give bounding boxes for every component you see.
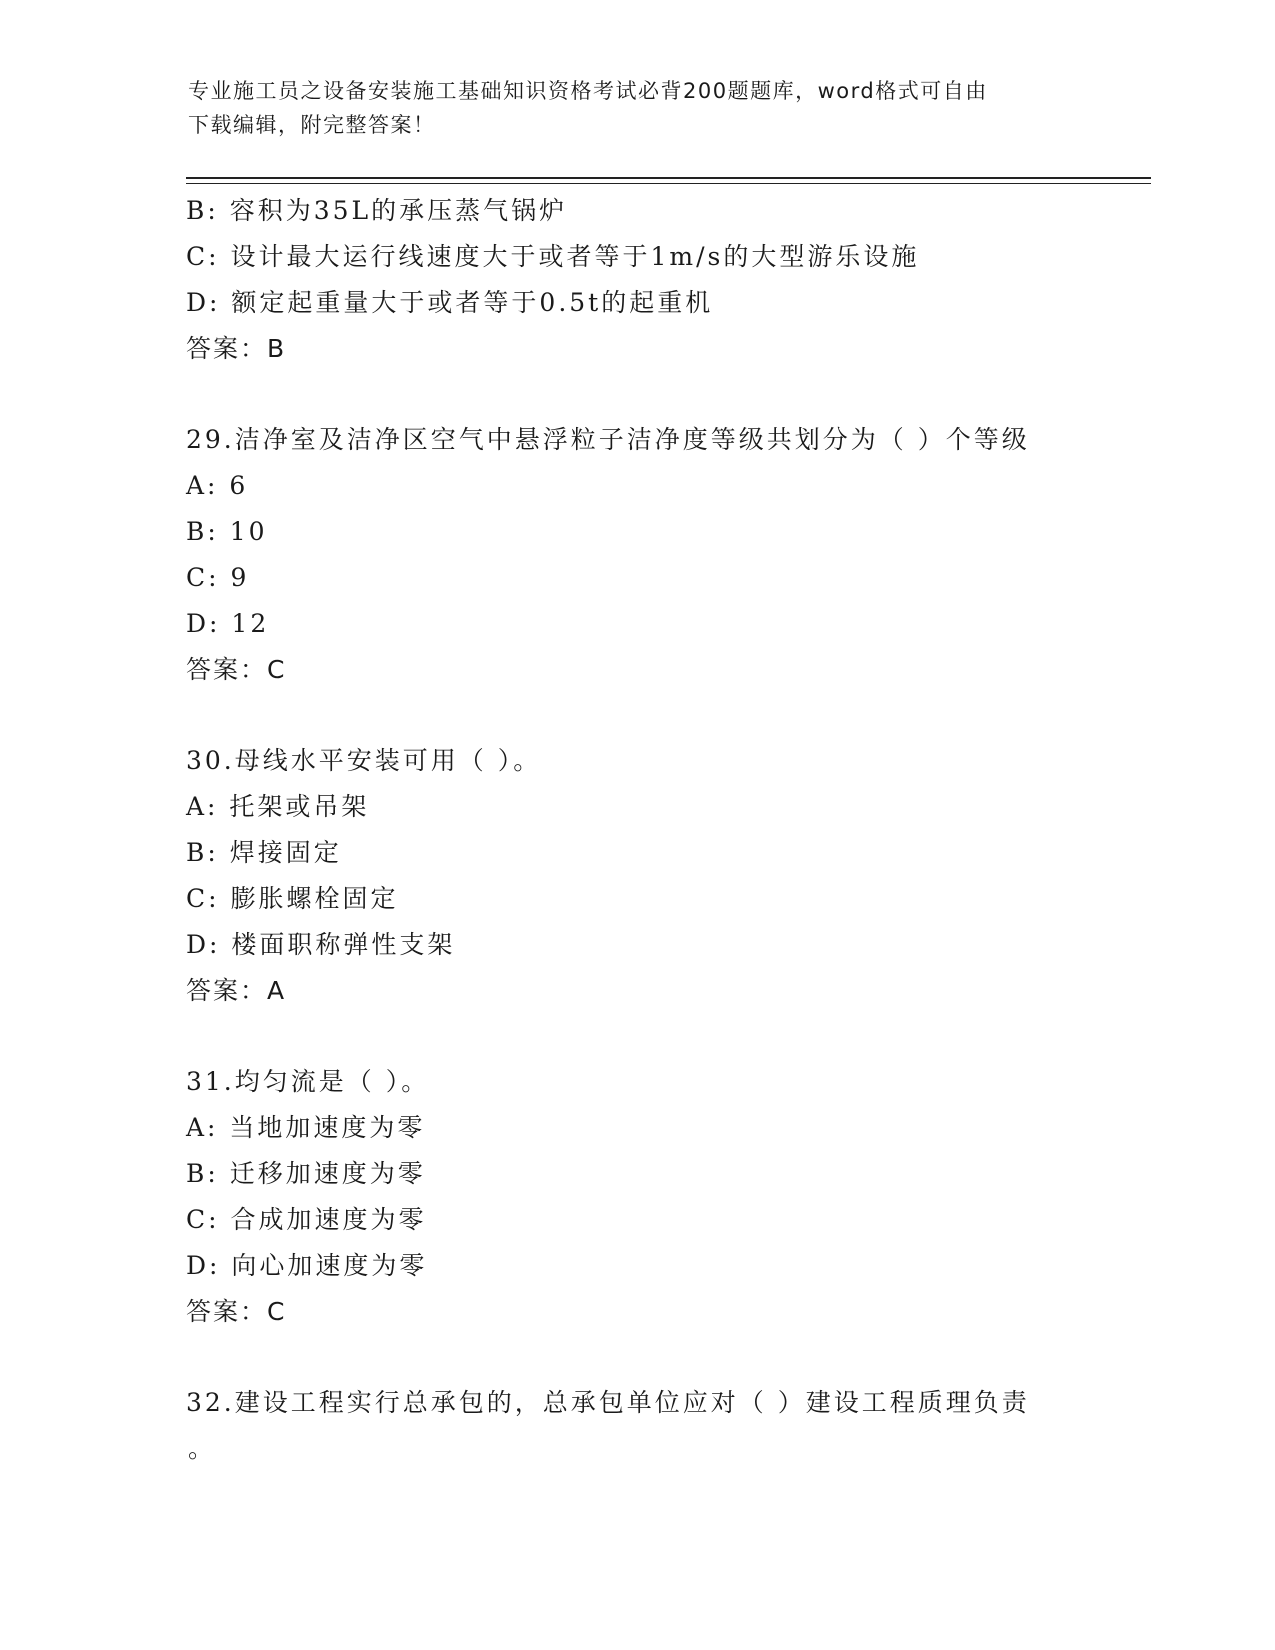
option-c: C: 设计最大运行线速度大于或者等于1m/s的大型游乐设施 [186, 242, 920, 271]
option-a: A: 托架或吊架 [186, 792, 370, 821]
question-block-29 [186, 417, 1086, 693]
question-block-32 [186, 1380, 1086, 1472]
option-d: D: 额定起重量大于或者等于0.5t的起重机 [186, 288, 714, 317]
question-block-28 [186, 188, 1086, 372]
option-d: D: 向心加速度为零 [186, 1251, 428, 1280]
option-c: C: 膨胀螺栓固定 [186, 884, 399, 913]
option-a: A: 当地加速度为零 [186, 1113, 426, 1142]
option-d: D: 楼面职称弹性支架 [186, 930, 456, 959]
header-divider-thick [186, 177, 1151, 179]
spacer [186, 1335, 1086, 1380]
question-stem: 31.均匀流是（ ）。 [186, 1067, 430, 1096]
question-stem-continuation: 。 [188, 1434, 214, 1463]
document-header [188, 74, 1088, 142]
option-b: B: 10 [186, 517, 268, 546]
answer-label: 答案：C [186, 655, 287, 684]
header-divider-thin [186, 183, 1151, 184]
question-block-30 [186, 738, 1086, 1014]
question-stem: 32.建设工程实行总承包的，总承包单位应对（ ）建设工程质理负责 [186, 1388, 1030, 1417]
question-block-31 [186, 1059, 1086, 1335]
option-b: B: 迁移加速度为零 [186, 1159, 426, 1188]
answer-label: 答案：B [186, 334, 287, 363]
option-b: B: 焊接固定 [186, 838, 342, 867]
header-line-2: 下载编辑，附完整答案！ [188, 113, 436, 137]
option-b: B: 容积为35L的承压蒸气锅炉 [186, 196, 568, 225]
option-a: A: 6 [186, 471, 249, 500]
answer-label: 答案：C [186, 1297, 287, 1326]
spacer [186, 1014, 1086, 1059]
header-line-1: 专业施工员之设备安装施工基础知识资格考试必背200题题库，word格式可自由 [188, 79, 988, 103]
question-stem: 29.洁净室及洁净区空气中悬浮粒子洁净度等级共划分为（ ）个等级 [186, 425, 1030, 454]
spacer [186, 693, 1086, 738]
answer-label: 答案：A [186, 976, 287, 1005]
option-d: D: 12 [186, 609, 270, 638]
question-stem: 30.母线水平安装可用（ ）。 [186, 746, 542, 775]
spacer [186, 372, 1086, 417]
option-c: C: 合成加速度为零 [186, 1205, 427, 1234]
question-list [186, 188, 1086, 1472]
option-c: C: 9 [186, 563, 250, 592]
